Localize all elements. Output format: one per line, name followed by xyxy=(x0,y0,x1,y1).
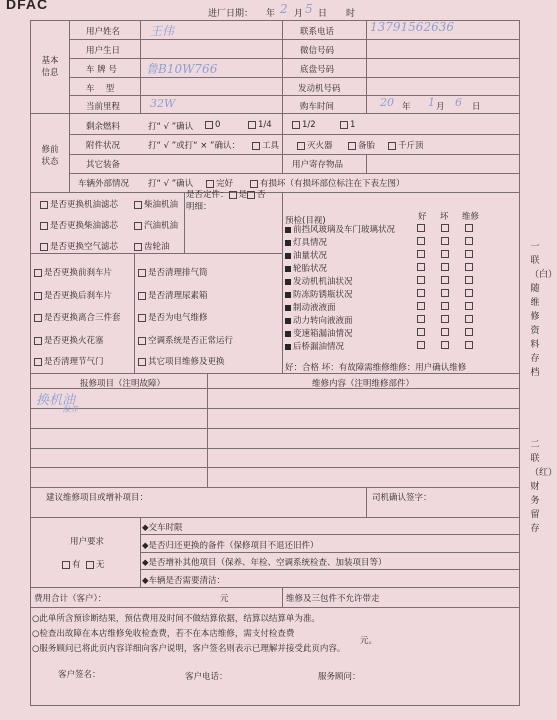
check-gear-oil[interactable]: 齿轮油 xyxy=(134,240,170,252)
check-oil-filter[interactable]: 是否更换机油滤芯 xyxy=(40,198,118,210)
bullet-square-icon xyxy=(285,318,291,324)
plate-number-label: 车 牌 号 xyxy=(86,65,117,75)
purchase-day-unit: 日 xyxy=(472,102,481,112)
mileage-value: 32W xyxy=(150,97,176,110)
check-urea-tank[interactable]: 是否清理尿素箱 xyxy=(138,289,208,301)
inspection-checkboxes[interactable] xyxy=(417,237,489,248)
phone-label: 联系电话 xyxy=(300,27,335,37)
purchase-day-value: 6 xyxy=(455,96,462,109)
inspection-item: 油量状况 xyxy=(285,249,515,261)
attach-spare-tire[interactable]: 备胎 xyxy=(348,139,375,151)
attach-tools[interactable]: 工具 xyxy=(252,139,279,151)
check-front-brake[interactable]: 是否更换前刹车片 xyxy=(34,266,112,278)
inspection-checkboxes[interactable] xyxy=(417,341,489,352)
inspection-checkboxes[interactable] xyxy=(417,328,489,339)
wechat-label: 微信号码 xyxy=(300,46,335,56)
vehicle-type-label: 车 型 xyxy=(86,84,115,94)
inspection-checkboxes[interactable] xyxy=(417,263,489,274)
section-basic-info: 基本 信息 xyxy=(41,56,59,78)
exterior-instruction: 打“ √ ”确认 xyxy=(148,179,194,189)
check-diesel-filter[interactable]: 是否更换柴油滤芯 xyxy=(40,219,118,231)
check-diesel-oil[interactable]: 柴油机油 xyxy=(134,198,178,210)
entry-month-value: 2 xyxy=(280,2,288,16)
inspection-item: 制动液液面 xyxy=(285,301,515,313)
user-name-label: 用户姓名 xyxy=(86,27,121,37)
inspection-item: 发动机机油状况 xyxy=(285,275,515,287)
inspection-item: 后桥漏油情况 xyxy=(285,340,515,352)
request-have-option[interactable]: 有 xyxy=(62,558,81,570)
inspection-item: 轮胎状况 xyxy=(285,262,515,274)
other-equipment-label: 其它装备 xyxy=(86,160,121,170)
check-air-filter[interactable]: 是否更换空气滤芯 xyxy=(40,240,118,252)
cost-unit: 元 xyxy=(220,594,229,604)
inspection-item: 前挡风玻璃及车门玻璃状况 xyxy=(285,223,515,235)
attach-jack[interactable]: 千斤顶 xyxy=(388,139,424,151)
inspection-checkboxes[interactable] xyxy=(417,276,489,287)
purchase-year-unit: 年 xyxy=(402,102,411,112)
purchase-month-unit: 月 xyxy=(436,102,445,112)
chassis-label: 底盘号码 xyxy=(300,65,335,75)
fuel-option-0[interactable]: 0 xyxy=(205,120,220,130)
bullet-square-icon xyxy=(285,227,291,233)
copy-1-label: 一联（白）随维修资料存档 xyxy=(530,242,557,378)
request-none-option[interactable]: 无 xyxy=(86,558,105,570)
note-3: ○服务顾问已将此页内容详细向客户说明，客户签名则表示已理解并接受此页内容。 xyxy=(32,644,346,654)
bullet-square-icon xyxy=(285,240,291,246)
entry-day-value: 5 xyxy=(305,2,313,16)
fuel-option-full[interactable]: 1 xyxy=(340,120,355,130)
fixed-part-label: 是否定件： 是 否 xyxy=(186,190,266,200)
exterior-damage-option[interactable]: 有损坏（有损坏部位标注在下表左图） xyxy=(250,177,405,189)
month-unit: 月 xyxy=(294,9,304,19)
brand-logo: DFAC xyxy=(6,0,49,12)
col-bad: 坏 xyxy=(440,212,449,222)
user-name-value: 王伟 xyxy=(150,24,175,38)
driver-sign-label: 司机确认签字： xyxy=(372,493,432,503)
inspection-item: 灯具情况 xyxy=(285,236,515,248)
check-exhaust[interactable]: 是否清理排气筒 xyxy=(138,266,208,278)
inspection-item: 动力转向液液面 xyxy=(285,314,515,326)
bullet-square-icon xyxy=(285,331,291,337)
attachments-label: 附件状况 xyxy=(86,141,121,151)
check-other-items[interactable]: 其它项目维修及更换 xyxy=(138,355,225,367)
bullet-square-icon xyxy=(285,344,291,350)
check-clutch-kit[interactable]: 是否更换离合三件套 xyxy=(34,311,121,323)
repair-project-header: 报修项目（注明故障） xyxy=(80,379,166,389)
bullet-square-icon xyxy=(285,292,291,298)
inspection-legend: 好：合格 坏：有故障需维修维修：用户确认维修 xyxy=(285,363,467,373)
user-stored-items-label: 用户寄存物品 xyxy=(292,160,344,170)
check-electrical[interactable]: 是否为电气维修 xyxy=(138,311,208,323)
hour-unit: 时 xyxy=(346,9,356,19)
note-2: ○检查出故障在本店维修免收检查费，若不在本店维修，需支付检查费 xyxy=(32,629,295,639)
entry-date-label: 进厂日期： xyxy=(208,9,254,19)
bullet-square-icon xyxy=(285,266,291,272)
request-delivery-time: ◆交车时限 xyxy=(142,523,183,533)
note-1: ○此单所含预诊断结果，预估费用及时间不做结算依据，结算以结算单为准。 xyxy=(32,614,320,624)
check-gasoline-oil[interactable]: 汽油机油 xyxy=(134,219,178,231)
copy-2-label: 二联（红）财务留存 xyxy=(530,440,557,534)
exterior-label: 车辆外部情况 xyxy=(78,179,130,189)
engine-number-label: 发动机号码 xyxy=(298,84,341,94)
request-return-parts: ◆是否归还更换的备件（保修项目不退还旧件） xyxy=(142,541,319,551)
user-request-title: 用户要求 xyxy=(70,537,105,547)
bullet-square-icon xyxy=(285,279,291,285)
inspection-checkboxes[interactable] xyxy=(417,250,489,261)
inspection-checkboxes[interactable] xyxy=(417,289,489,300)
bullet-square-icon xyxy=(285,305,291,311)
fuel-instruction: 打“ √ ”确认 xyxy=(148,122,194,132)
user-birthday-label: 用户生日 xyxy=(86,46,121,56)
inspection-checkboxes[interactable] xyxy=(417,302,489,313)
detail-label: 明细： xyxy=(186,202,212,212)
inspection-checkboxes[interactable] xyxy=(417,224,489,235)
plate-number-value: 鲁B10W766 xyxy=(146,62,218,76)
mileage-label: 当前里程 xyxy=(86,102,121,112)
cost-total-label: 费用合计（客户）： xyxy=(34,594,107,604)
customer-phone-label: 客户电话： xyxy=(185,672,228,682)
check-throttle[interactable]: 是否清理节气门 xyxy=(34,355,104,367)
note-2-unit: 元。 xyxy=(360,636,378,646)
col-repair: 维修 xyxy=(462,212,480,222)
inspection-item: 变速箱漏油情况 xyxy=(285,327,515,339)
inspection-item: 防冻防锈瓶状况 xyxy=(285,288,515,300)
phone-value: 13791562636 xyxy=(370,20,454,34)
attach-extinguisher[interactable]: 灭火器 xyxy=(297,139,333,151)
inspection-title: 预检(目视) xyxy=(285,216,326,226)
advisor-label: 服务顾问： xyxy=(318,672,361,682)
purchase-month-value: 1 xyxy=(428,96,435,109)
fuel-option-quarter[interactable]: 1/4 xyxy=(248,120,272,130)
purchase-year-value: 20 xyxy=(380,96,394,109)
year-unit: 年 xyxy=(266,9,276,19)
inspection-checkboxes[interactable] xyxy=(417,315,489,326)
request-cleaning: ◆车辆是否需要清洁： xyxy=(142,576,226,586)
check-spark-plug[interactable]: 是否更换火花塞 xyxy=(34,334,104,346)
fuel-option-half[interactable]: 1/2 xyxy=(292,120,316,130)
bullet-square-icon xyxy=(285,253,291,259)
fuel-label: 剩余燃料 xyxy=(86,122,121,132)
day-unit: 日 xyxy=(318,9,328,19)
repair-content-header: 维修内容（注明维修部件） xyxy=(312,379,415,389)
request-extra-items: ◆是否增补其他项目（保养、年检、空调系统检查、加装项目等） xyxy=(142,558,387,568)
repair-project-value: 换机油 xyxy=(36,393,76,408)
customer-sign-label: 客户签名： xyxy=(58,670,101,680)
warranty-note: 维修及三包件不允许带走 xyxy=(286,594,380,604)
check-rear-brake[interactable]: 是否更换后刹车片 xyxy=(34,289,112,301)
section-pre-repair: 修前 状态 xyxy=(41,145,59,167)
suggest-label: 建议维修项目或增补项目： xyxy=(46,493,149,503)
col-good: 好 xyxy=(418,212,427,222)
repair-project-value-2: 保养 xyxy=(62,405,78,414)
purchase-time-label: 购车时间 xyxy=(300,102,335,112)
check-ac-system[interactable]: 空调系统是否正常运行 xyxy=(138,334,233,346)
exterior-good-option[interactable]: 完好 xyxy=(206,177,233,189)
attachments-instruction: 打“ √ ”或打“ × ”确认： xyxy=(148,141,240,151)
